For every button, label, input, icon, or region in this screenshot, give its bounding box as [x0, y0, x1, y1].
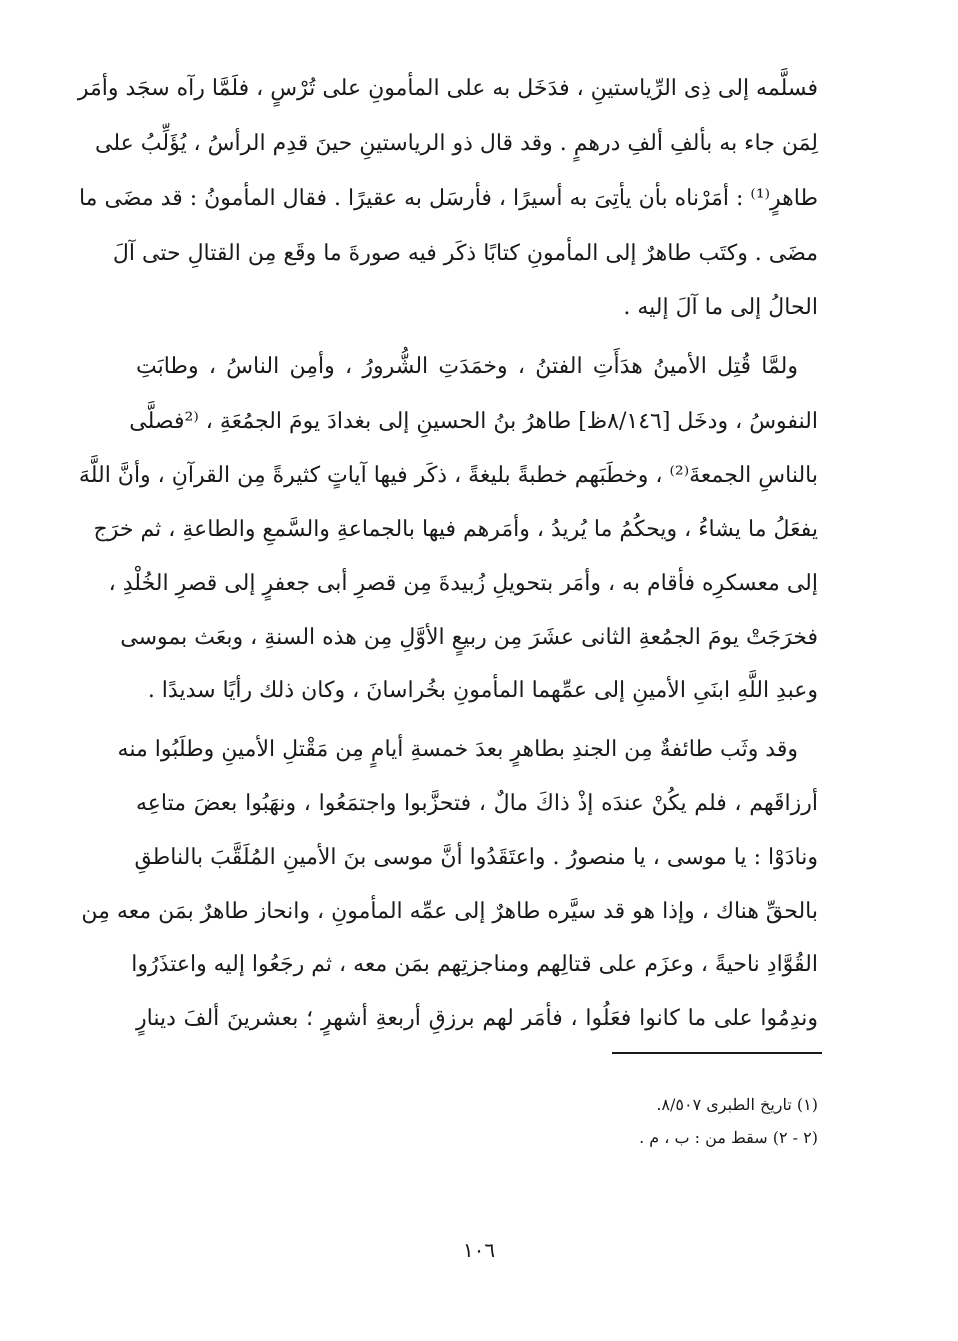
paragraph-1-line-2: لِمَن جاء به بألفِ ألفِ درهمٍ . وقد قال ذو الرياستينِ حينَ قدِم الرأسُ ، يُؤَلِّبُ على: [95, 131, 818, 156]
paragraph-2-line-7: وعبدِ اللَّهِ ابنَىِ الأمينِ إلى عمِّهما المأمونِ بخُراسانَ ، وكان ذلك رأيًا سديدًا .: [147, 678, 818, 703]
paragraph-1-line-4: مضَى . وكتَب طاهرٌ إلى المأمونِ كتابًا ذكَر فيه صورةَ ما وقَع مِن القتالِ حتى آلَ: [112, 241, 818, 266]
paragraph-3-line-4: بالحقِّ هناك ، وإذا هو قد سيَّره طاهرٌ إلى عمِّه المأمونِ ، وانحاز طاهرٌ بمَن معه مِن: [81, 899, 818, 924]
paragraph-3-line-6: وندِمُوا على ما كانوا فعَلُوا ، فأمَر لهم برزقِ أربعةِ أشهرٍ ؛ بعشرينَ ألفَ دينارٍ: [136, 1006, 818, 1031]
paragraph-2-line-1: ولمَّا قُتِل الأمينُ هدَأَتِ الفتنُ ، وخمَدَتِ الشُّرورُ ، وأمِن الناسُ ، وطابَتِ: [136, 354, 798, 379]
footnote-2: (٢ - ٢) سقط من : ب ، م .: [639, 1128, 818, 1147]
page-number: ١٠٦: [462, 1238, 496, 1262]
paragraph-2-line-5: إلى معسكرِه فأقام به ، وأمَر بتحويلِ زُبيدةَ مِن قصرِ أبى جعفرٍ إلى قصرِ الخُلْدِ ،: [108, 571, 818, 596]
paragraph-2-line-3: بالناسِ الجمعةَ⁽²⁾ ، وخطَبَهم خطبةً بليغةً ، ذكَر فيها آياتٍ كثيرةً مِن القرآنِ ، وأنَّ اللَّهَ: [78, 463, 818, 488]
paragraph-2-line-4: يفعَلُ ما يشاءُ ، ويحكُمُ ما يُريدُ ، وأمَرهم فيها بالجماعةِ والسَّمعِ والطاعةِ ، ثم خرَج: [93, 517, 818, 542]
paragraph-3-line-1: وقد وثَب طائفةٌ مِن الجندِ بطاهرٍ بعدَ خمسةِ أيامٍ مِن مَقْتلِ الأمينِ وطلَبُوا منه: [117, 737, 798, 762]
footnote-1: (١) تاريخ الطبرى ٨/٥٠٧.: [656, 1095, 818, 1114]
paragraph-3-line-5: القُوَّادِ ناحيةً ، وعزَم على قتالِهم ومناجزتِهم بمَن معه ، ثم رجَعُوا إليه واعتذَرُوا: [131, 952, 818, 977]
paragraph-3-line-2: أرزاقَهم ، فلم يكُنْ عندَه إذْ ذاكَ مالٌ ، فتحزَّبوا واجتمَعُوا ، ونهَبُوا بعضَ متاعِه: [136, 791, 818, 816]
paragraph-3-line-3: ونادَوْا : يا موسى ، يا منصورُ . واعتَقَدُوا أنَّ موسى بنَ الأمينِ المُلَقَّبَ بالناطقِ: [134, 845, 818, 870]
paragraph-1-line-5: الحالُ إلى ما آلَ إليه .: [623, 295, 818, 320]
paragraph-2-line-6: فخرَجَتْ يومَ الجمُعةِ الثانى عشَرَ مِن ربيعٍ الأوَّلِ مِن هذه السنةِ ، وبعَث بموسى: [120, 625, 818, 650]
paragraph-2-line-2: النفوسُ ، ودخَل [٨/١٤٦ظ] طاهرُ بنُ الحسينِ إلى بغدادَ يومَ الجمُعَةِ ، ⁽²فصلَّى: [129, 409, 818, 434]
paragraph-1-line-1: فسلَّمه إلى ذِى الرِّياستينِ ، فدَخَل به على المأمونِ على تُرْسٍ ، فلَمَّا رآه سجَد وأمَر: [77, 76, 818, 101]
footnote-separator: [612, 1052, 822, 1054]
paragraph-1-line-3: طاهرٍ⁽¹⁾ : أمَرْناه بأن يأتِىَ به أسيرًا ، فأرسَل به عقيرًا . فقال المأمونُ : قد مضَى ما: [78, 186, 818, 211]
